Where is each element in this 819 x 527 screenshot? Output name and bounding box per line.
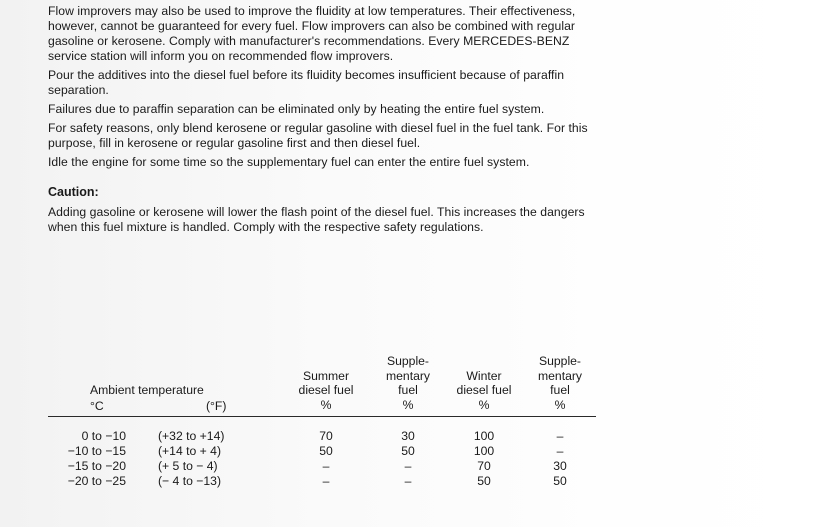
fahrenheit-range: (− 4 to −13)	[158, 474, 222, 488]
percentage-cell: 50	[319, 444, 333, 458]
percentage-cell: 50	[401, 444, 415, 458]
col-header-line: mentary	[537, 368, 583, 383]
percentage-cell: 70	[319, 429, 333, 443]
celsius-range: −10 to −15	[67, 444, 126, 458]
col-header-line: %	[554, 397, 566, 412]
col-header-winter-diesel	[444, 369, 524, 413]
fahrenheit-range: (+ 5 to − 4)	[158, 459, 218, 473]
percentage-cell: 100	[473, 429, 495, 443]
col-header-supplementary-1	[370, 354, 446, 412]
celsius-range: 0 to −10	[81, 429, 126, 443]
col-header-line: %	[402, 397, 414, 412]
fahrenheit-range: (+32 to +14)	[158, 429, 225, 443]
celsius-range: −20 to −25	[67, 474, 126, 488]
col-header-line: fuel	[550, 383, 570, 397]
col-header-line: mentary	[385, 368, 431, 383]
table-body	[48, 429, 596, 489]
percentage-cell: 30	[401, 429, 415, 443]
col-header-line: Supple-	[538, 354, 581, 368]
percentage-cell: 50	[553, 474, 567, 488]
percentage-cell: –	[556, 429, 564, 443]
col-header-line: %	[320, 397, 332, 412]
celsius-unit: °C	[90, 398, 104, 413]
celsius-range: −15 to −20	[67, 459, 126, 473]
col-header-line: Winter	[466, 368, 502, 383]
percentage-cell: 30	[553, 459, 567, 473]
table-row	[48, 429, 596, 444]
percentage-cell: 100	[473, 444, 495, 458]
col-header-summer-diesel	[286, 369, 366, 413]
percentage-cell: –	[322, 459, 330, 473]
caution-heading: Caution:	[48, 185, 99, 199]
paragraph-idle-engine: Idle the engine for some time so the supplementary fuel can enter the entire fuel system.	[48, 155, 530, 169]
fahrenheit-unit: (°F)	[206, 398, 227, 413]
col-header-line: fuel	[398, 383, 418, 397]
percentage-cell: 50	[477, 474, 491, 488]
table-header	[48, 348, 596, 417]
percentage-cell: –	[556, 444, 564, 458]
table-row	[48, 474, 596, 489]
manual-page	[48, 4, 608, 239]
percentage-cell: –	[404, 474, 412, 488]
caution-text: Adding gasoline or kerosene will lower the flash point of the diesel fuel. This increases the dangers when this fuel mixture is handled. Comply with the respective safety regulations.	[48, 205, 585, 234]
paragraph-flow-improvers: Flow improvers may also be used to improve the fluidity at low temperatures. Their effectiveness, however, cannot be guaranteed for every fuel. Flow improvers can also be combined with regular gasoline or kerosene. Comply with manufacturer's recommendations. Every MERCEDES-BENZ service station will inform you on recommended flow improvers.	[48, 4, 576, 63]
col-header-line: diesel fuel	[456, 383, 512, 397]
ambient-temperature-label: Ambient temperature	[90, 382, 204, 397]
percentage-cell: 70	[477, 459, 491, 473]
paragraph-pour-additives: Pour the additives into the diesel fuel before its fluidity becomes insufficient because of paraffin separation.	[48, 68, 565, 97]
col-header-supplementary-2	[524, 354, 596, 412]
percentage-cell: –	[322, 474, 330, 488]
col-header-line: diesel fuel	[298, 383, 354, 397]
table-row	[48, 444, 596, 459]
table-row	[48, 459, 596, 474]
col-header-line: %	[478, 397, 490, 412]
paragraph-safety-blend: For safety reasons, only blend kerosene or regular gasoline with diesel fuel in the fuel tank. For this purpose, fill in kerosene or regular gasoline first and then diesel fuel.	[48, 121, 588, 150]
paragraph-paraffin-failures: Failures due to paraffin separation can be eliminated only by heating the entire fuel system.	[48, 102, 545, 116]
percentage-cell: –	[404, 459, 412, 473]
col-header-line: Supple-	[386, 354, 429, 368]
fahrenheit-range: (+14 to + 4)	[158, 444, 222, 458]
fuel-mixture-table	[48, 348, 596, 489]
col-header-line: Summer	[302, 368, 350, 383]
